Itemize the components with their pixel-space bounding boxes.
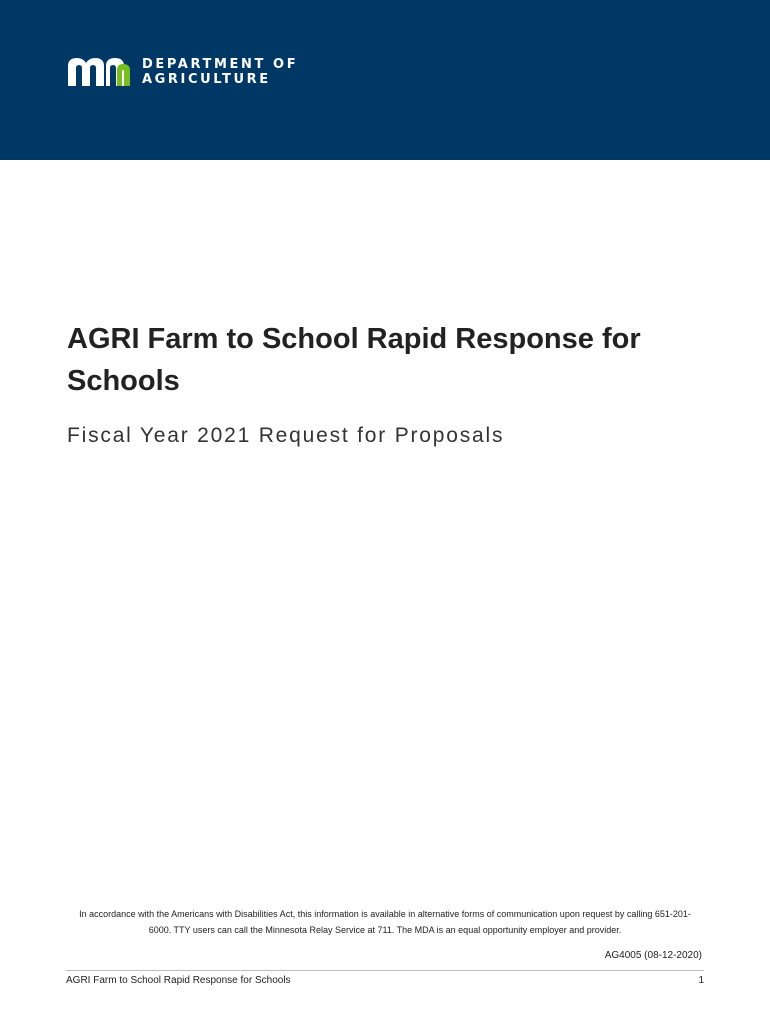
document-title: AGRI Farm to School Rapid Response for Schools	[67, 323, 641, 397]
department-logo[interactable]	[68, 56, 298, 88]
department-name-line2: AGRICULTURE	[142, 72, 271, 87]
page-number: 1	[698, 975, 704, 986]
minnesota-mn-logo-icon	[68, 56, 132, 88]
ada-notice: In accordance with the Americans with Disabilities Act, this information is available in alternative forms of communication upon request by calling 651-201-6000. TTY users can call the Minnesota Relay Service at 711. The MDA is an equal opportunity employer and provider.	[79, 909, 691, 935]
department-name	[142, 57, 298, 87]
document-subtitle: Fiscal Year 2021 Request for Proposals	[67, 424, 505, 447]
footer-title: AGRI Farm to School Rapid Response for Schools	[66, 975, 291, 986]
header-band	[0, 0, 770, 160]
document-code: AG4005 (08-12-2020)	[604, 950, 702, 961]
department-name-line1: DEPARTMENT OF	[142, 57, 299, 72]
footer-divider	[66, 970, 704, 971]
